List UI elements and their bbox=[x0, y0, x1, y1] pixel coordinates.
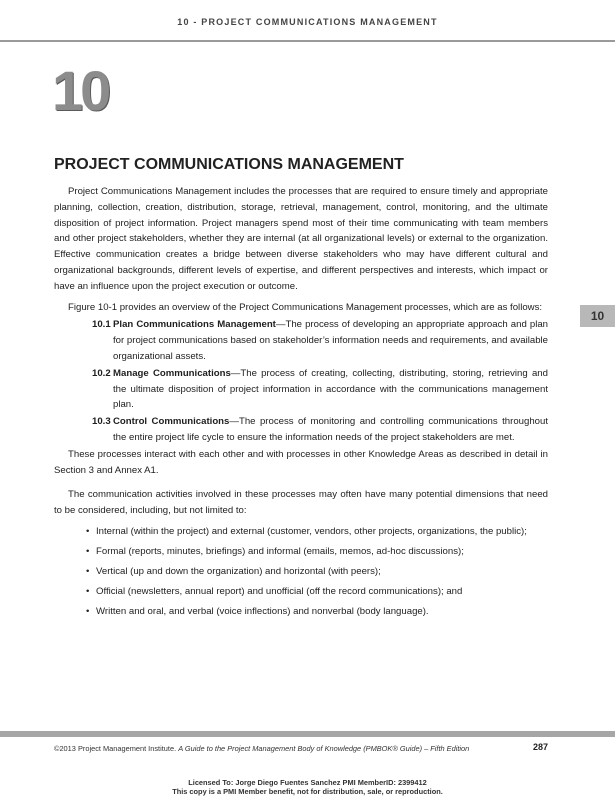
list-item-text: Vertical (up and down the organization) and horizontal (with peers); bbox=[96, 565, 381, 577]
dimensions-list bbox=[54, 524, 548, 620]
dimensions-intro-paragraph: The communication activities involved in these processes may often have many potential dimensions that need to be considered, including, but not limited to: bbox=[54, 489, 548, 517]
book-title: A Guide to the Project Management Body of Knowledge (PMBOK® Guide) – Fifth Edition bbox=[178, 744, 470, 753]
license-line-2: This copy is a PMI Member benefit, not for distribution, sale, or reproduction. bbox=[172, 786, 443, 796]
header-rule bbox=[0, 40, 615, 42]
chapter-title: PROJECT COMMUNICATIONS MANAGEMENT bbox=[54, 156, 404, 173]
list-item bbox=[54, 584, 548, 600]
footer-rule bbox=[0, 731, 615, 737]
process-description: —The process of monitoring and controlling communications throughout the entire project life cycle to ensure the information needs of the project stakeholders are met. bbox=[113, 416, 548, 443]
list-item bbox=[54, 564, 548, 580]
page-number: 287 bbox=[533, 742, 549, 752]
bullet-icon: • bbox=[86, 525, 90, 537]
bullet-icon: • bbox=[86, 605, 90, 617]
process-description: —The process of developing an appropriate approach and plan for project communications based on stakeholder’s information needs and requirements, and available organizational assets. bbox=[113, 319, 548, 362]
interaction-paragraph: These processes interact with each other and with processes in other Knowledge Areas as described in detail in Section 3 and Annex A1. bbox=[54, 448, 548, 476]
chapter-side-tab: 10 bbox=[580, 305, 615, 327]
process-item bbox=[92, 317, 548, 364]
process-number: 10.3 bbox=[92, 416, 111, 428]
process-item bbox=[92, 366, 548, 413]
bullet-icon: • bbox=[86, 585, 90, 597]
intro-paragraph: Project Communications Management includes the processes that are required to ensure timely and appropriate planning, collection, creation, distribution, storage, retrieval, management, control, monitoring, and the ultimate disposition of project information. Project managers spend most of their time communicating with team members and other project stakeholders, whether they are internal (at all organizational levels) or external to the organization. Effective communication creates a bridge between diverse stakeholders who may have different cultural and organizational backgrounds, different levels of expertise, and different perspectives and interests, which impact or have an influence upon the project execution or outcome. bbox=[54, 186, 548, 292]
list-item bbox=[54, 544, 548, 560]
license-line-1: Licensed To: Jorge Diego Fuentes Sanchez PMI MemberID: 2399412 bbox=[188, 778, 427, 787]
chapter-number: 10 bbox=[52, 59, 109, 122]
figure-intro-paragraph: Figure 10-1 provides an overview of the Project Communications Management processes, which are as follows: bbox=[68, 301, 543, 313]
process-description: —The process of creating, collecting, distributing, storing, retrieving and the ultimate disposition of project information in accordance with the communications management plan. bbox=[113, 367, 548, 411]
process-title: Control Communications bbox=[113, 416, 230, 428]
process-title: Plan Communications Management bbox=[113, 319, 276, 331]
process-number: 10.1 bbox=[92, 319, 111, 331]
list-item-text: Internal (within the project) and external (customer, vendors, other projects, organizations, the public); bbox=[96, 525, 527, 537]
list-item-text: Formal (reports, minutes, briefings) and informal (emails, memos, ad-hoc discussions); bbox=[96, 545, 464, 557]
list-item-text: Written and oral, and verbal (voice inflections) and nonverbal (body language). bbox=[96, 605, 429, 617]
process-item bbox=[92, 414, 548, 446]
copyright-text: ©2013 Project Management Institute. bbox=[54, 744, 179, 753]
running-head: 10 - PROJECT COMMUNICATIONS MANAGEMENT bbox=[177, 17, 438, 27]
list-item bbox=[54, 524, 548, 540]
list-item-text: Official (newsletters, annual report) and unofficial (off the record communications); and bbox=[96, 585, 463, 597]
bullet-icon: • bbox=[86, 545, 90, 557]
license-notice bbox=[0, 779, 615, 796]
process-title: Manage Communications bbox=[113, 367, 231, 379]
main-body bbox=[54, 184, 548, 624]
footer-copyright bbox=[54, 744, 469, 753]
bullet-icon: • bbox=[86, 565, 90, 577]
list-item bbox=[54, 604, 548, 620]
process-number: 10.2 bbox=[92, 367, 111, 379]
